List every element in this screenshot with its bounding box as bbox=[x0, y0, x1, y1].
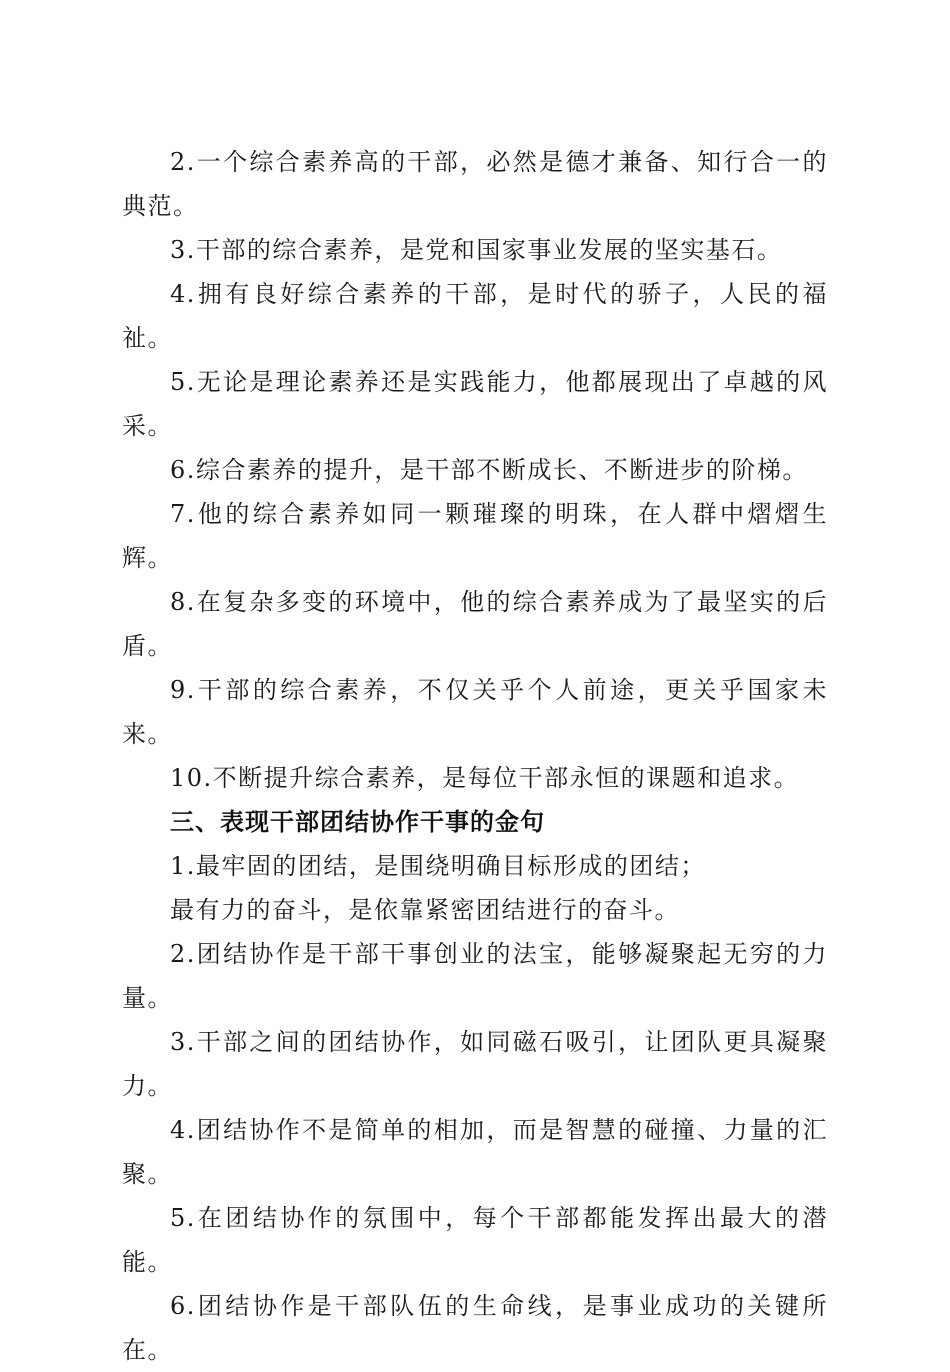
list-item: 5.无论是理论素养还是实践能力，他都展现出了卓越的风采。 bbox=[122, 368, 828, 440]
list-item: 8.在复杂多变的环境中，他的综合素养成为了最坚实的后盾。 bbox=[122, 588, 828, 660]
list-item: 6.团结协作是干部队伍的生命线，是事业成功的关键所在。 bbox=[122, 1292, 828, 1364]
document-body bbox=[122, 140, 828, 1372]
list-item: 7.他的综合素养如同一颗璀璨的明珠，在人群中熠熠生辉。 bbox=[122, 500, 828, 572]
list-item: 5.在团结协作的氛围中，每个干部都能发挥出最大的潜能。 bbox=[122, 1204, 828, 1276]
section-heading: 三、表现干部团结协作干事的金句 bbox=[170, 808, 545, 836]
list-item: 4.团结协作不是简单的相加，而是智慧的碰撞、力量的汇聚。 bbox=[122, 1116, 828, 1188]
list-item: 4.拥有良好综合素养的干部，是时代的骄子，人民的福祉。 bbox=[122, 280, 828, 352]
list-item: 6.综合素养的提升，是干部不断成长、不断进步的阶梯。 bbox=[170, 456, 808, 484]
list-item: 2.一个综合素养高的干部，必然是德才兼备、知行合一的典范。 bbox=[122, 148, 828, 220]
list-item: 3.干部的综合素养，是党和国家事业发展的坚实基石。 bbox=[170, 236, 783, 264]
list-item: 9.干部的综合素养，不仅关乎个人前途，更关乎国家未来。 bbox=[122, 676, 828, 748]
list-item: 3.干部之间的团结协作，如同磁石吸引，让团队更具凝聚力。 bbox=[122, 1028, 828, 1100]
list-item: 10.不断提升综合素养，是每位干部永恒的课题和追求。 bbox=[170, 764, 800, 792]
list-item: 1.最牢固的团结，是围绕明确目标形成的团结； bbox=[170, 852, 706, 880]
list-item: 2.团结协作是干部干事创业的法宝，能够凝聚起无穷的力量。 bbox=[122, 940, 828, 1012]
list-item: 最有力的奋斗，是依靠紧密团结进行的奋斗。 bbox=[170, 896, 680, 924]
